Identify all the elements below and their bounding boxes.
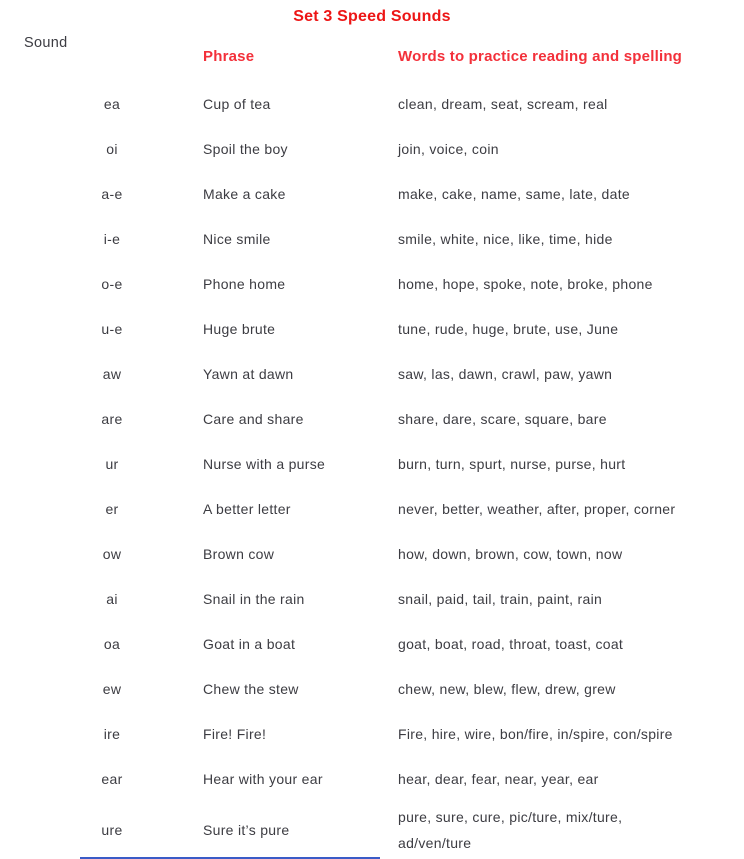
words-cell (398, 271, 744, 297)
table-row (0, 666, 744, 711)
phrase-cell: Goat in a boat (203, 635, 296, 652)
phrase-cell: Brown cow (203, 545, 275, 562)
words-line-1: share, dare, scare, square, bare (398, 410, 607, 427)
table-row (0, 261, 744, 306)
words-cell (398, 541, 744, 567)
words-cell (398, 316, 744, 342)
table-row (0, 486, 744, 531)
words-line-1: join, voice, coin (398, 140, 499, 157)
sound-cell: ur (105, 455, 119, 472)
words-line-1: clean, dream, seat, scream, real (398, 95, 608, 112)
sound-cell: ire (103, 725, 121, 742)
phrase-cell: Hear with your ear (203, 770, 323, 787)
words-line-1: make, cake, name, same, late, date (398, 185, 630, 202)
sound-cell: u-e (101, 320, 123, 337)
words-line-1: how, down, brown, cow, town, now (398, 545, 623, 562)
words-cell (398, 91, 744, 117)
table-row (0, 441, 744, 486)
table-row (0, 126, 744, 171)
phrase-cell: Yawn at dawn (203, 365, 294, 382)
page-title: Set 3 Speed Sounds (293, 8, 451, 25)
phrase-cell: Sure it’s pure (203, 822, 290, 838)
words-line-1: never, better, weather, after, proper, corner (398, 500, 676, 517)
words-line-1: smile, white, nice, like, time, hide (398, 230, 613, 247)
words-cell (398, 804, 744, 856)
sound-cell: aw (102, 365, 122, 382)
sound-cell: ai (106, 590, 118, 607)
words-line-2: ad/ven/ture (398, 835, 472, 851)
sound-cell: ew (102, 680, 122, 697)
words-cell (398, 676, 744, 702)
words-line-1: saw, las, dawn, crawl, paw, yawn (398, 365, 613, 382)
phrase-cell: Care and share (203, 410, 304, 427)
sound-cell: ear (101, 770, 123, 787)
words-line-1: tune, rude, huge, brute, use, June (398, 320, 619, 337)
table-row (0, 306, 744, 351)
phrase-cell: Fire! Fire! (203, 725, 267, 742)
words-cell (398, 586, 744, 612)
column-header-phrase: Phrase (203, 48, 255, 65)
phrase-cell: Huge brute (203, 320, 276, 337)
words-cell (398, 451, 744, 477)
words-line-1: Fire, hire, wire, bon/fire, in/spire, con/spire (398, 725, 673, 742)
words-line-1: goat, boat, road, throat, toast, coat (398, 635, 624, 652)
sound-cell: ure (101, 822, 123, 838)
sound-cell: are (101, 410, 123, 427)
sound-cell: oi (106, 140, 118, 157)
column-header-sound: Sound (24, 35, 68, 51)
phrase-cell: Chew the stew (203, 680, 299, 697)
phrase-cell: Phone home (203, 275, 286, 292)
words-cell (398, 361, 744, 387)
table-row (0, 756, 744, 801)
table-rows (0, 81, 744, 859)
table-row (0, 396, 744, 441)
column-header-words: Words to practice reading and spelling (398, 48, 683, 65)
phrase-cell: Make a cake (203, 185, 286, 202)
words-cell (398, 406, 744, 432)
phrase-cell: Nurse with a purse (203, 455, 326, 472)
sound-cell: ow (102, 545, 122, 562)
table-row (0, 711, 744, 756)
words-cell (398, 136, 744, 162)
words-cell (398, 226, 744, 252)
words-line-1: burn, turn, spurt, nurse, purse, hurt (398, 455, 626, 472)
words-line-1: chew, new, blew, flew, drew, grew (398, 680, 616, 697)
words-cell (398, 631, 744, 657)
sound-cell: oa (103, 635, 121, 652)
sound-cell: i-e (103, 230, 121, 247)
table-row (0, 81, 744, 126)
words-line-1: hear, dear, fear, near, year, ear (398, 770, 599, 787)
words-line-1: pure, sure, cure, pic/ture, mix/ture, (398, 809, 623, 825)
table-row (0, 351, 744, 396)
phrase-cell: Nice smile (203, 230, 271, 247)
words-cell (398, 496, 744, 522)
phrase-cell: Cup of tea (203, 95, 271, 112)
table-row (0, 531, 744, 576)
sound-cell: a-e (101, 185, 123, 202)
table-row (0, 801, 744, 859)
words-cell (398, 181, 744, 207)
table-row (0, 621, 744, 666)
table-row (0, 576, 744, 621)
words-line-1: snail, paid, tail, train, paint, rain (398, 590, 603, 607)
phrase-cell: Spoil the boy (203, 140, 288, 157)
table-row (0, 216, 744, 261)
sound-cell: o-e (101, 275, 123, 292)
sound-cell: ea (103, 95, 121, 112)
words-cell (398, 721, 744, 747)
phrase-cell: A better letter (203, 500, 291, 517)
words-cell (398, 766, 744, 792)
table-row (0, 171, 744, 216)
sound-cell: er (105, 500, 119, 517)
words-line-1: home, hope, spoke, note, broke, phone (398, 275, 653, 292)
phrase-cell: Snail in the rain (203, 590, 305, 607)
